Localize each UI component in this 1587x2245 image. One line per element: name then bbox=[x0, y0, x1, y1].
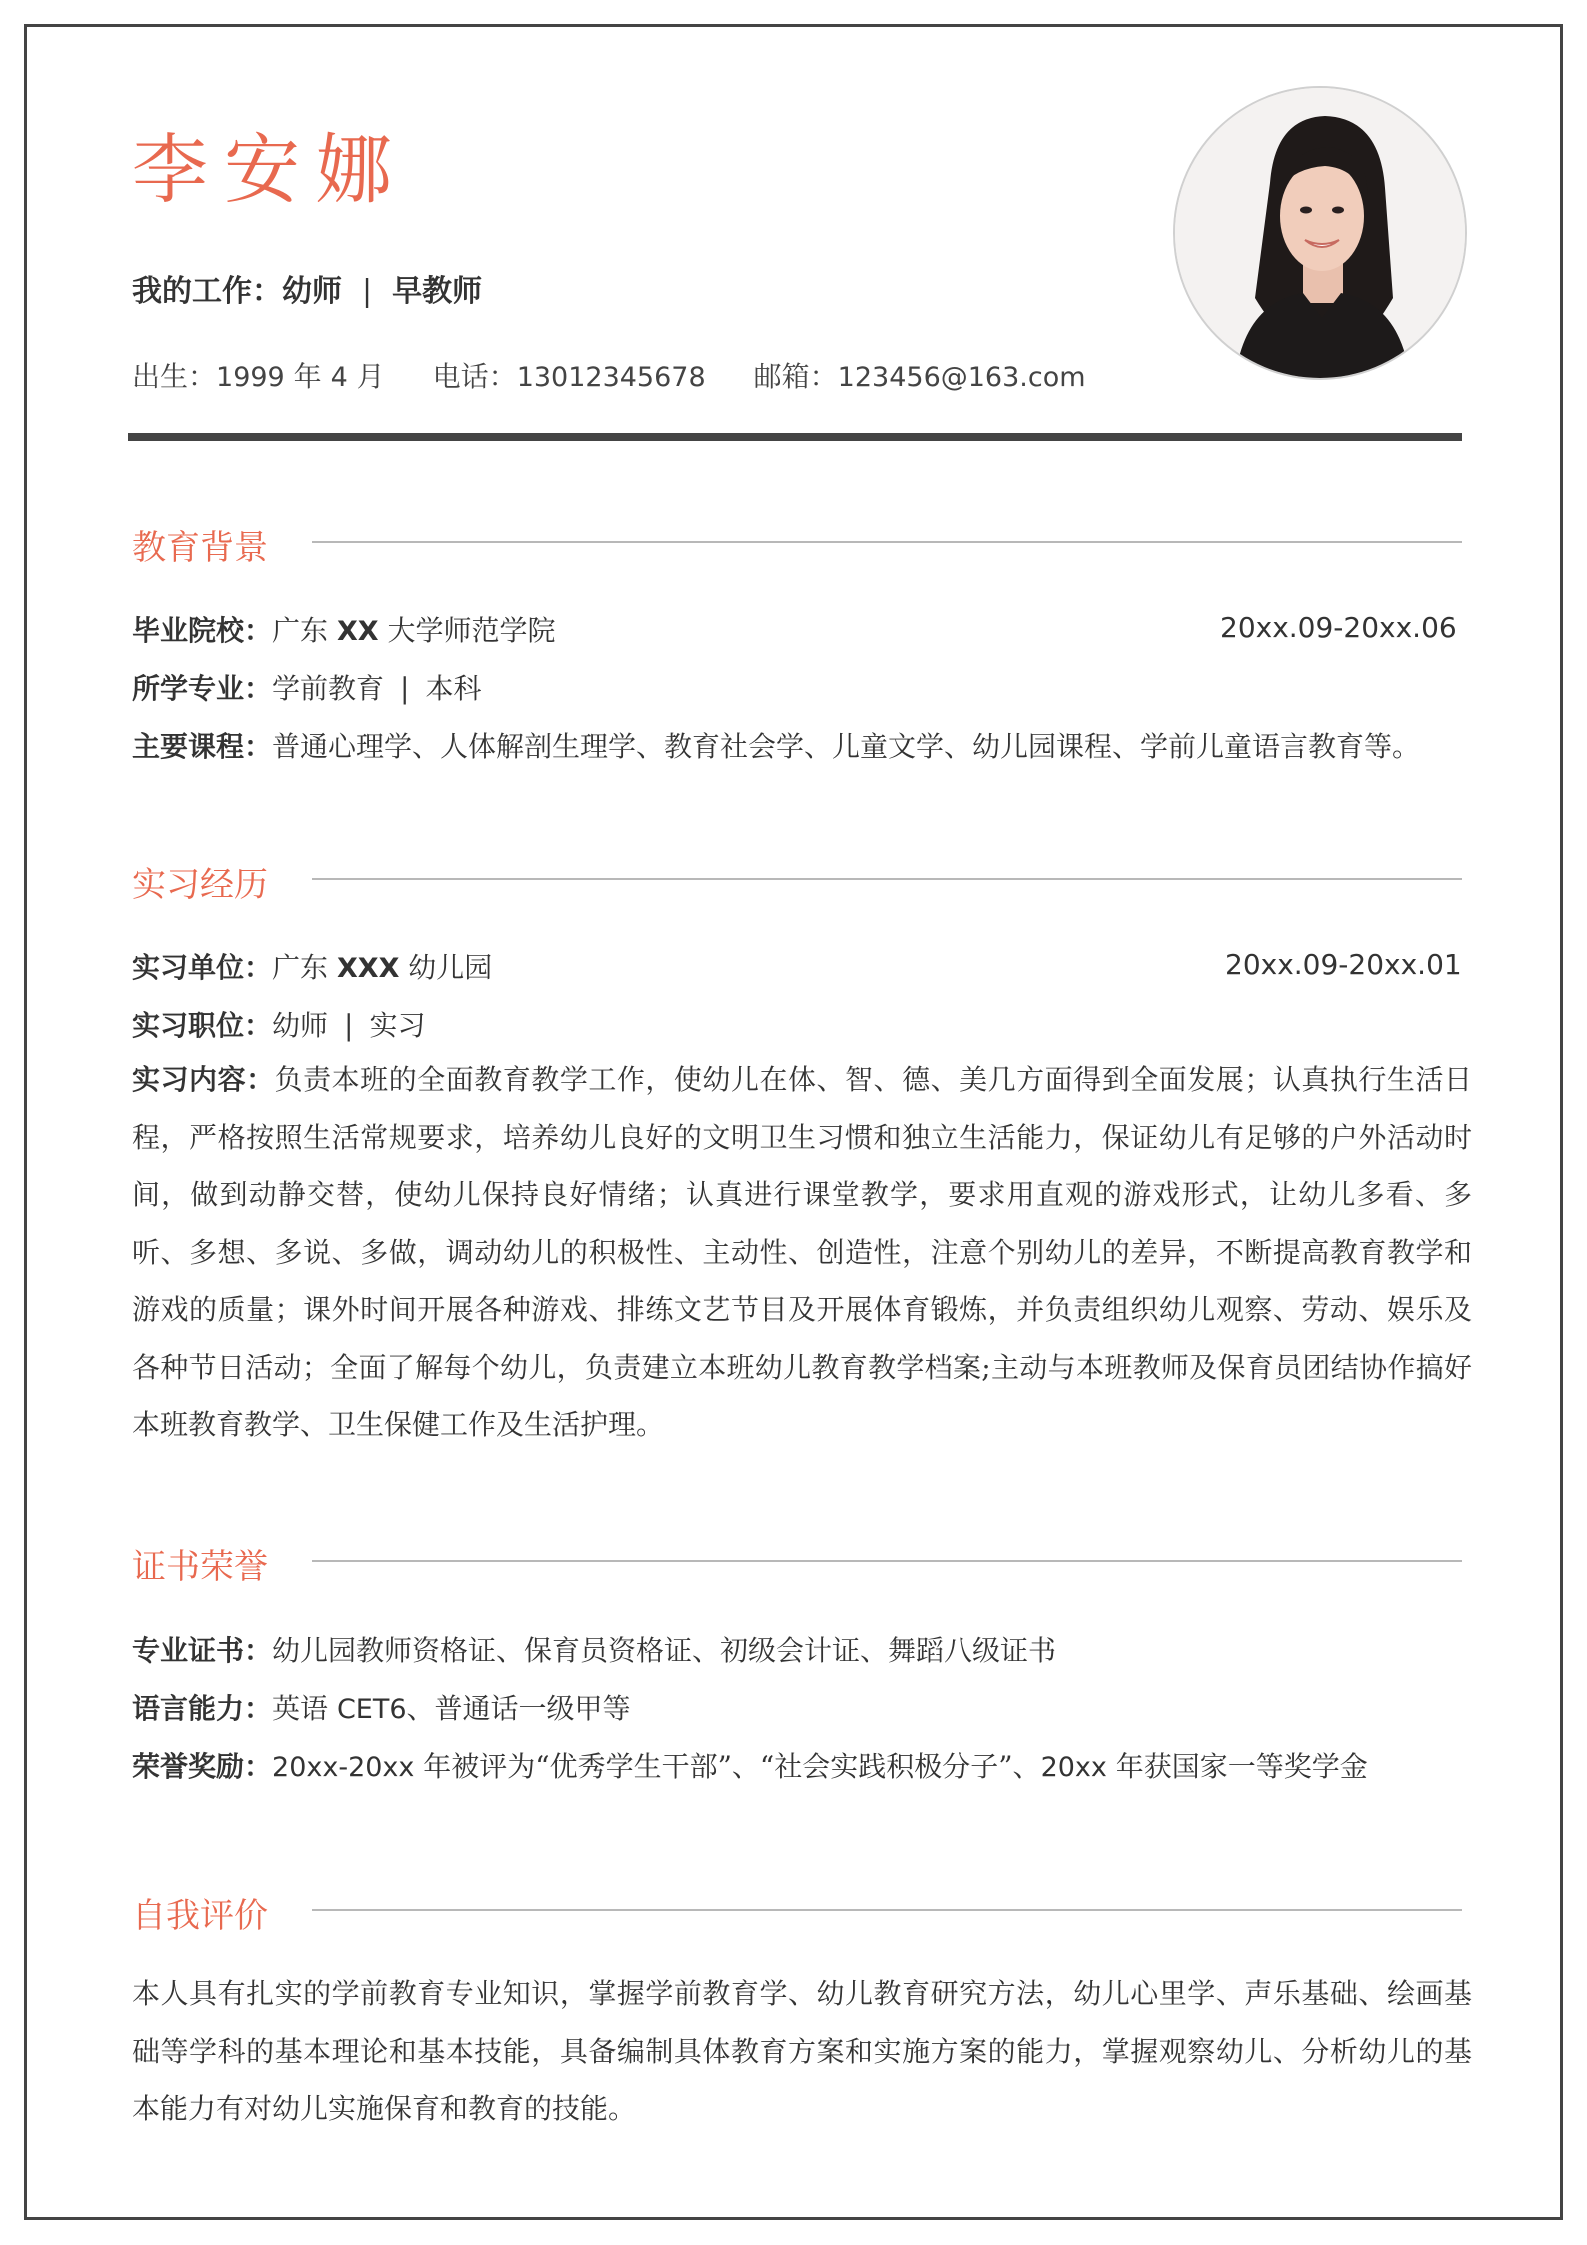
cert-row bbox=[132, 1629, 1056, 1669]
unit-pre: 广东 bbox=[272, 951, 329, 984]
section-title-self-eval: 自我评价 bbox=[132, 1896, 268, 1936]
section-title-certificates: 证书荣誉 bbox=[132, 1547, 268, 1587]
honor-label: 荣誉奖励： bbox=[132, 1750, 273, 1783]
courses: 普通心理学、人体解剖生理学、教育社会学、儿童文学、幼儿园课程、学前儿童语言教育等。 bbox=[272, 730, 1421, 763]
job-separator: | bbox=[362, 274, 373, 309]
contact-line bbox=[132, 355, 1086, 395]
courses-label: 主要课程： bbox=[132, 730, 273, 763]
degree: 本科 bbox=[425, 672, 482, 705]
position-separator: | bbox=[344, 1009, 354, 1042]
content-text: 负责本班的全面教育教学工作，使幼儿在体、智、德、美几方面得到全面发展；认真执行生活日程，严格按照生活常规要求，培养幼儿良好的文明卫生习惯和独立生活能力，保证幼儿有足够的户外活动时间，做到动静交替，使幼儿保持良好情绪；认真进行课堂教学，要求用直观的游戏形式，让幼儿多看、多听、多想、多说、多做，调动幼儿的积极性、主动性、创造性，注意个别幼儿的差异，不断提高教育教学和游戏的质量；课外时间开展各种游戏、排练文艺节目及开展体育锻炼，并负责组织幼儿观察、劳动、娱乐及各种节日活动；全面了解每个幼儿，负责建立本班幼儿教育教学档案;主动与本班教师及保育员团结协作搞好本班教育教学、卫生保健工作及生活护理。 bbox=[132, 1063, 1472, 1441]
job-2: 早教师 bbox=[392, 274, 483, 309]
cert-label: 专业证书： bbox=[132, 1634, 273, 1667]
birth-year: 1999 bbox=[216, 362, 285, 393]
language-cet: CET6 bbox=[336, 1694, 407, 1725]
section-line-education bbox=[312, 541, 1462, 543]
internship-position-row bbox=[132, 1004, 425, 1044]
major-label: 所学专业： bbox=[132, 672, 273, 705]
self-eval-text: 本人具有扎实的学前教育专业知识，掌握学前教育学、幼儿教育研究方法，幼儿心里学、声乐基础、绘画基础等学科的基本理论和基本技能，具备编制具体教育方案和实施方案的能力，掌握观察幼儿、分析幼儿的基本能力有对幼儿实施保育和教育的技能。 bbox=[132, 1977, 1472, 2125]
internship-date: 20xx.09-20xx.01 bbox=[1225, 948, 1462, 981]
position-label: 实习职位： bbox=[132, 1009, 273, 1042]
birth-month-unit: 月 bbox=[356, 360, 385, 393]
cert-text: 幼儿园教师资格证、保育员资格证、初级会计证、舞蹈八级证书 bbox=[272, 1634, 1057, 1667]
birth-year-unit: 年 bbox=[293, 360, 322, 393]
position-type: 实习 bbox=[369, 1009, 426, 1042]
birth-label: 出生： bbox=[132, 360, 217, 393]
section-title-education: 教育背景 bbox=[132, 528, 268, 568]
phone-label: 电话： bbox=[432, 360, 517, 393]
school-post: 大学师范学院 bbox=[387, 614, 556, 647]
job-1: 幼师 bbox=[282, 274, 342, 309]
language-row bbox=[132, 1687, 631, 1727]
language-label: 语言能力： bbox=[132, 1692, 273, 1725]
email-label: 邮箱： bbox=[753, 360, 838, 393]
internship-content bbox=[132, 1051, 1472, 1454]
honor-row bbox=[132, 1745, 1368, 1785]
phone-number: 13012345678 bbox=[516, 362, 706, 393]
position: 幼师 bbox=[272, 1009, 329, 1042]
email-info bbox=[754, 355, 1086, 395]
section-line-certificates bbox=[312, 1560, 1462, 1562]
email-address: 123456@163.com bbox=[837, 362, 1086, 393]
job-label: 我的工作： bbox=[132, 274, 282, 309]
honor-years: 20xx-20xx bbox=[272, 1752, 415, 1783]
honor-end: 年获国家一等奖学金 bbox=[1115, 1750, 1368, 1783]
honor-mid: 年被评为“优秀学生干部”、“社会实践积极分子”、 bbox=[423, 1750, 1041, 1783]
internship-unit-row bbox=[132, 946, 492, 986]
honor-year2: 20xx bbox=[1040, 1752, 1107, 1783]
portrait-photo bbox=[1173, 86, 1467, 380]
section-line-self-eval bbox=[312, 1909, 1462, 1911]
phone-info bbox=[433, 355, 706, 395]
school-label: 毕业院校： bbox=[132, 614, 273, 647]
unit-label: 实习单位： bbox=[132, 951, 273, 984]
job-line bbox=[132, 266, 482, 310]
education-courses-row bbox=[132, 725, 1420, 765]
major: 学前教育 bbox=[272, 672, 385, 705]
language-pre: 英语 bbox=[272, 1692, 329, 1725]
birth-month: 4 bbox=[330, 362, 348, 393]
header-divider bbox=[128, 433, 1462, 441]
birth-info bbox=[132, 355, 385, 395]
school-pre: 广东 bbox=[272, 614, 329, 647]
school-xx: XX bbox=[336, 616, 379, 647]
unit-xxx: XXX bbox=[336, 953, 400, 984]
section-line-internship bbox=[312, 878, 1462, 880]
major-separator: | bbox=[400, 672, 410, 705]
candidate-name: 李安娜 bbox=[132, 125, 408, 214]
portrait-photo-icon bbox=[1175, 88, 1465, 378]
education-school-row bbox=[132, 609, 556, 649]
content-label: 实习内容： bbox=[132, 1063, 275, 1096]
section-title-internship: 实习经历 bbox=[132, 865, 268, 905]
unit-post: 幼儿园 bbox=[408, 951, 493, 984]
education-major-row bbox=[132, 667, 481, 707]
language-post: 、普通话一级甲等 bbox=[406, 1692, 631, 1725]
education-date: 20xx.09-20xx.06 bbox=[1220, 611, 1457, 644]
